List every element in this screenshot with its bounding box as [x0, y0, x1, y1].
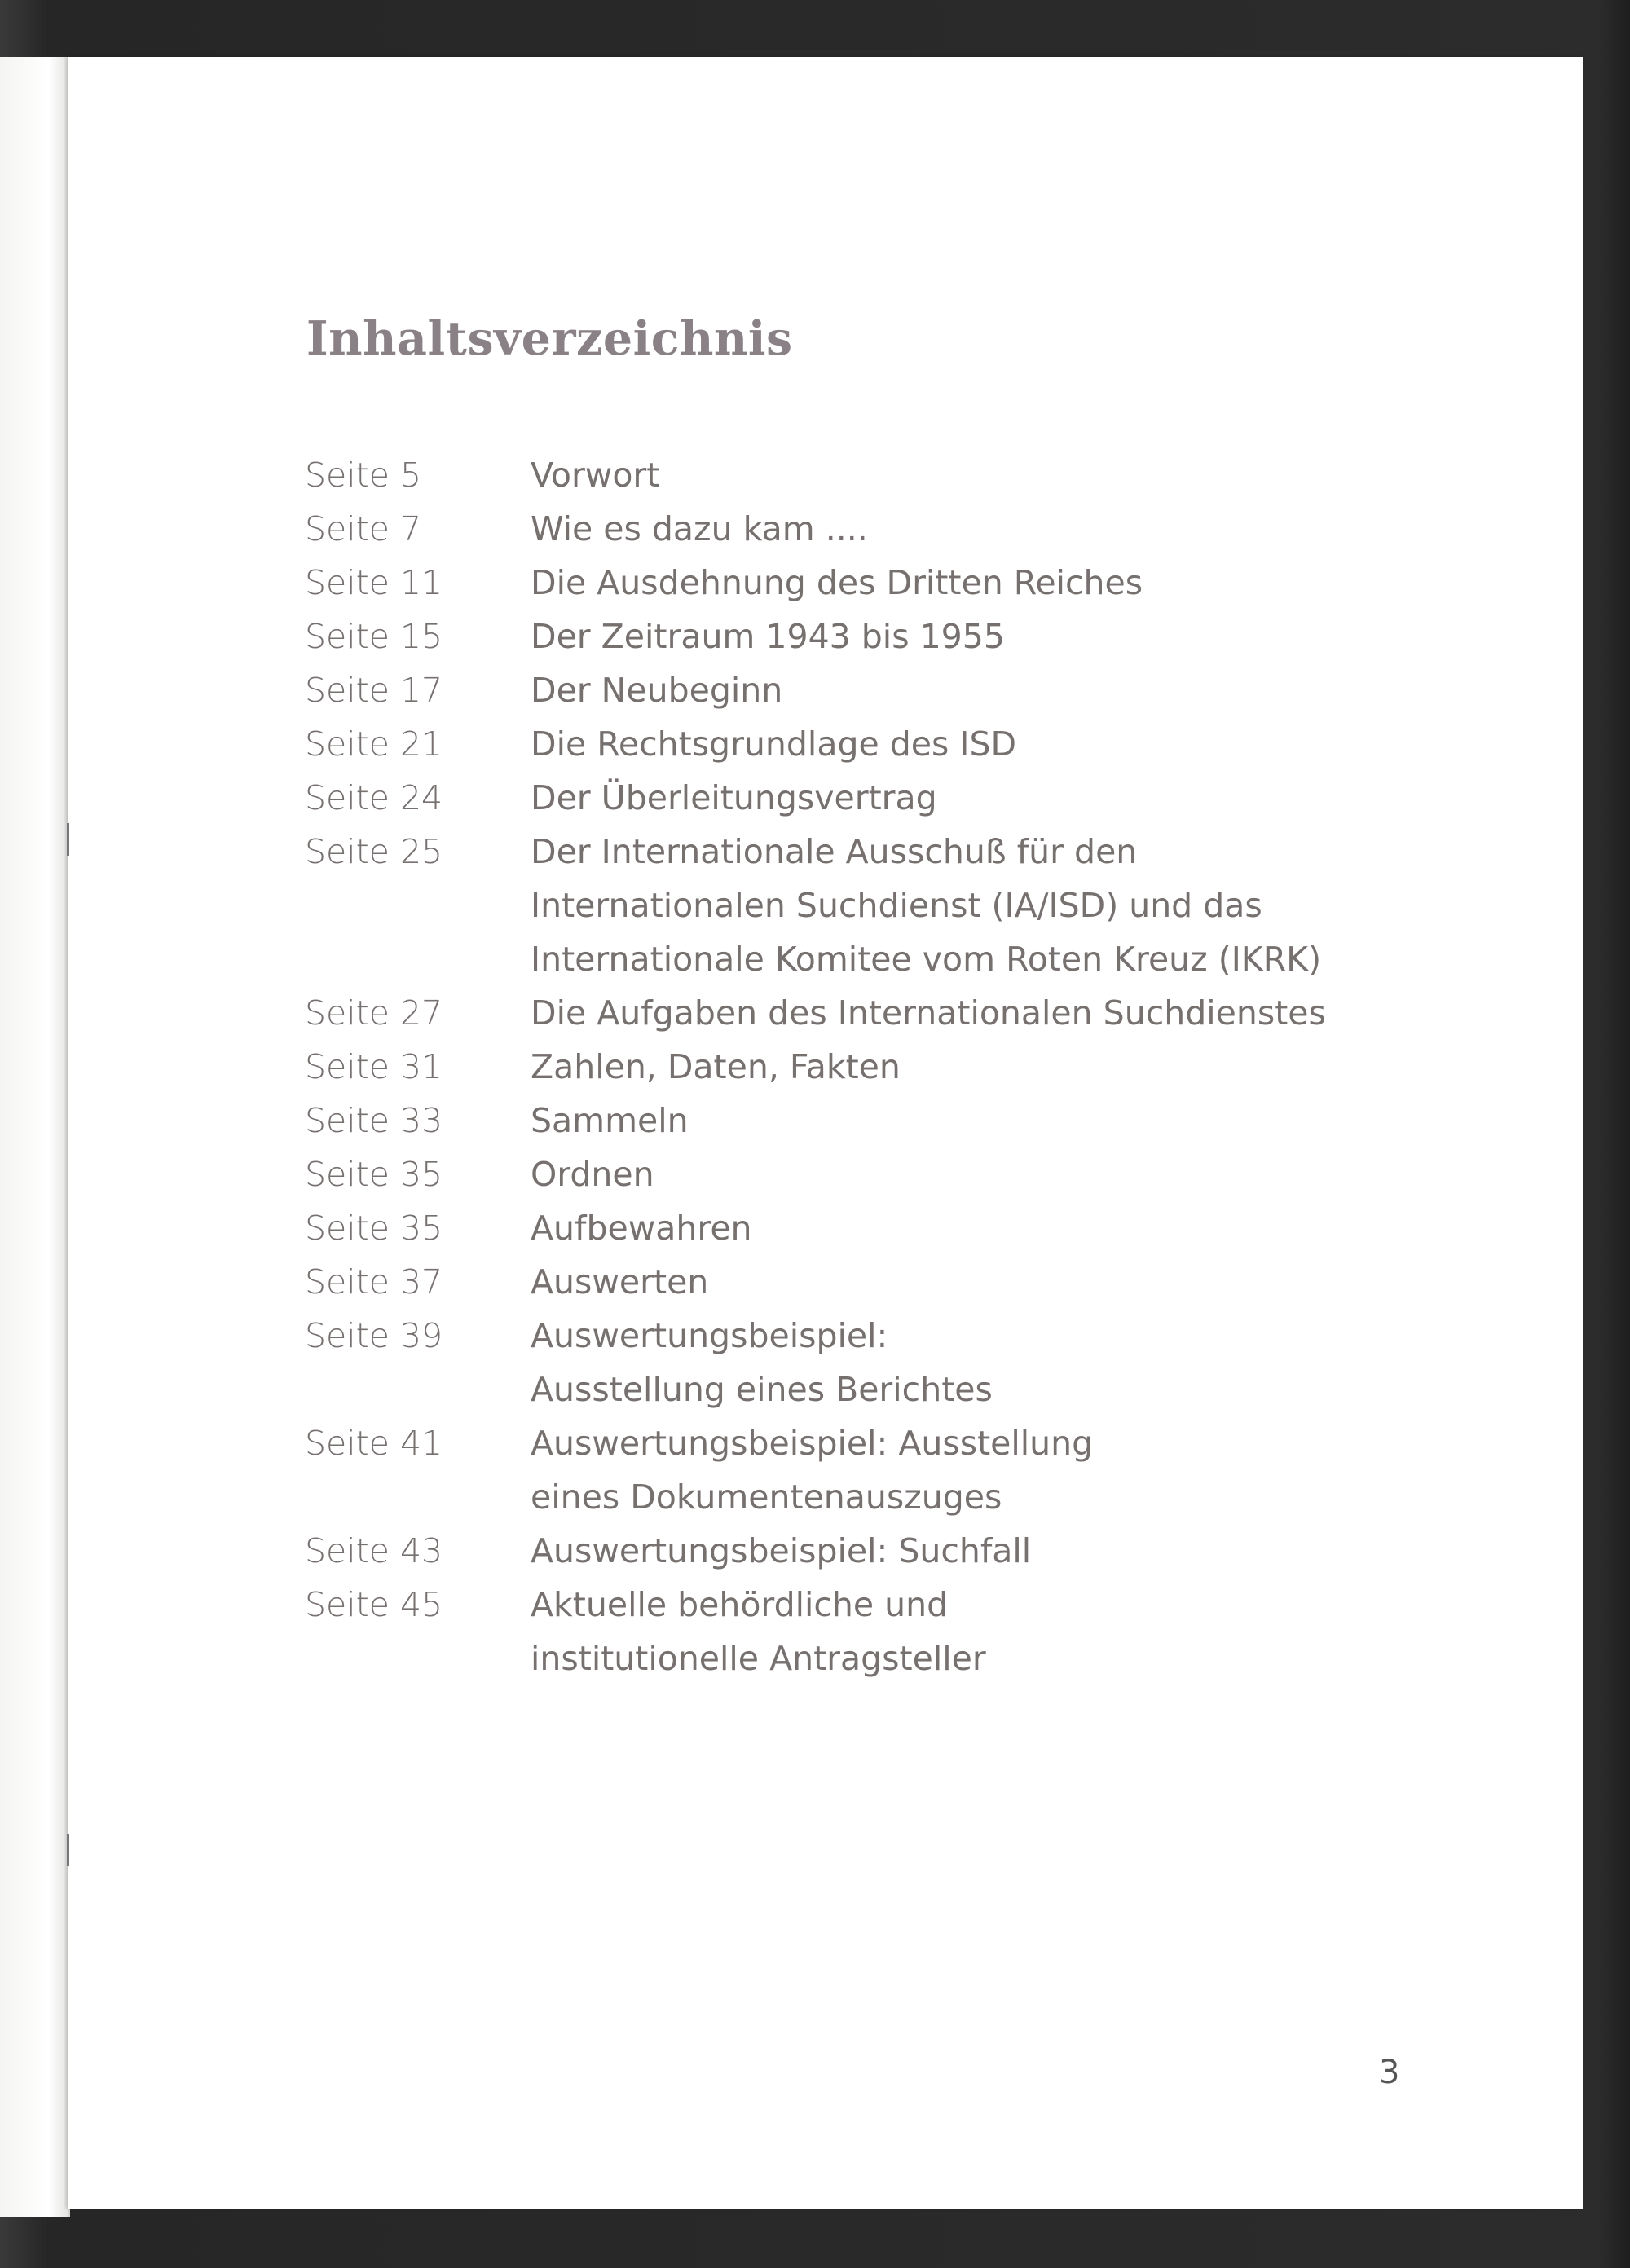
- toc-entry-title: [531, 1524, 1430, 1578]
- toc-entry: [305, 717, 1430, 771]
- toc-entry: [305, 1524, 1430, 1578]
- toc-title-line: Die Rechtsgrundlage des ISD: [531, 724, 1017, 764]
- toc-title-line: Auswertungsbeispiel: Suchfall: [531, 1531, 1032, 1570]
- gutter-mark: [67, 823, 69, 856]
- toc-title-line: Der Internationale Ausschuß für den: [531, 832, 1138, 871]
- toc-title-line: Der Neubeginn: [531, 671, 783, 710]
- toc-entry-title: [531, 1040, 1430, 1094]
- toc-page-reference: Seite 11: [305, 563, 443, 602]
- toc-entry-title: [531, 986, 1430, 1040]
- toc-entry: [305, 556, 1430, 610]
- toc-page-reference: Seite 5: [305, 456, 422, 495]
- toc-page-reference: Seite 33: [305, 1101, 443, 1140]
- toc-entry: [305, 1201, 1430, 1255]
- toc-entry-title: [531, 502, 1430, 556]
- toc-entry-title: [531, 1201, 1430, 1255]
- toc-title-line: Internationalen Suchdienst (IA/ISD) und das: [531, 886, 1262, 925]
- toc-entry: [305, 1147, 1430, 1201]
- toc-entry: [305, 1094, 1430, 1147]
- toc-entry: [305, 1255, 1430, 1309]
- toc-entry-title: [531, 556, 1430, 610]
- toc-page-reference: Seite 15: [305, 617, 443, 656]
- toc-page-reference: Seite 25: [305, 832, 443, 871]
- toc-title-line: Die Aufgaben des Internationalen Suchdienstes: [531, 993, 1326, 1033]
- toc-title-line: Auswertungsbeispiel:: [531, 1316, 888, 1355]
- toc-entry-title: [531, 771, 1430, 825]
- toc-page-reference: Seite 7: [305, 509, 422, 548]
- toc-page-reference: Seite 45: [305, 1585, 443, 1624]
- toc-title-line: Wie es dazu kam ....: [531, 509, 868, 548]
- toc-page-reference: Seite 37: [305, 1262, 443, 1301]
- toc-title-line: Ausstellung eines Berichtes: [531, 1370, 993, 1409]
- toc-entry-title: [531, 610, 1430, 663]
- toc-entry-title: [531, 1309, 1430, 1416]
- toc-entry: [305, 610, 1430, 663]
- toc-page-reference: Seite 31: [305, 1047, 443, 1086]
- toc-entry-title: [531, 663, 1430, 717]
- toc-page-reference: Seite 21: [305, 724, 443, 764]
- toc-entry-title: [531, 1416, 1430, 1524]
- facing-page-edge: [0, 57, 70, 2217]
- toc-entry-title: [531, 717, 1430, 771]
- toc-entry: [305, 1416, 1430, 1524]
- toc-title-line: eines Dokumentenauszuges: [531, 1478, 1002, 1517]
- toc-title-line: Internationale Komitee vom Roten Kreuz (IKRK): [531, 940, 1322, 979]
- toc-title: Inhaltsverzeichnis: [306, 311, 793, 366]
- toc-entry-title: [531, 1147, 1430, 1201]
- toc-page-reference: Seite 24: [305, 778, 443, 817]
- toc-entry: [305, 1578, 1430, 1685]
- gutter-mark: [67, 1834, 69, 1866]
- toc-entry: [305, 663, 1430, 717]
- document-page: [68, 57, 1583, 2209]
- toc-entry-title: [531, 1255, 1430, 1309]
- table-of-contents: [305, 448, 1430, 1685]
- toc-entry-title: [531, 825, 1430, 986]
- toc-entry-title: [531, 1578, 1430, 1685]
- toc-page-reference: Seite 39: [305, 1316, 443, 1355]
- toc-title-line: Auswerten: [531, 1262, 709, 1301]
- page-number: 3: [1379, 2054, 1400, 2091]
- toc-entry: [305, 502, 1430, 556]
- toc-entry: [305, 448, 1430, 502]
- toc-title-line: institutionelle Antragsteller: [531, 1639, 986, 1678]
- toc-title-line: Zahlen, Daten, Fakten: [531, 1047, 901, 1086]
- toc-title-line: Vorwort: [531, 456, 660, 495]
- toc-title-line: Sammeln: [531, 1101, 689, 1140]
- toc-title-line: Aktuelle behördliche und: [531, 1585, 949, 1624]
- toc-page-reference: Seite 17: [305, 671, 443, 710]
- toc-entry-title: [531, 448, 1430, 502]
- toc-title-line: Ordnen: [531, 1155, 654, 1194]
- toc-page-reference: Seite 35: [305, 1209, 443, 1248]
- toc-title-line: Der Überleitungsvertrag: [531, 778, 937, 817]
- toc-entry: [305, 1040, 1430, 1094]
- toc-entry: [305, 771, 1430, 825]
- toc-page-reference: Seite 35: [305, 1155, 443, 1194]
- toc-title-line: Aufbewahren: [531, 1209, 752, 1248]
- toc-entry: [305, 986, 1430, 1040]
- toc-entry: [305, 1309, 1430, 1416]
- toc-page-reference: Seite 27: [305, 993, 443, 1033]
- toc-page-reference: Seite 43: [305, 1531, 443, 1570]
- toc-title-line: Der Zeitraum 1943 bis 1955: [531, 617, 1005, 656]
- toc-entry-title: [531, 1094, 1430, 1147]
- toc-title-line: Auswertungsbeispiel: Ausstellung: [531, 1424, 1094, 1463]
- toc-page-reference: Seite 41: [305, 1424, 443, 1463]
- toc-title-line: Die Ausdehnung des Dritten Reiches: [531, 563, 1143, 602]
- toc-entry: [305, 825, 1430, 986]
